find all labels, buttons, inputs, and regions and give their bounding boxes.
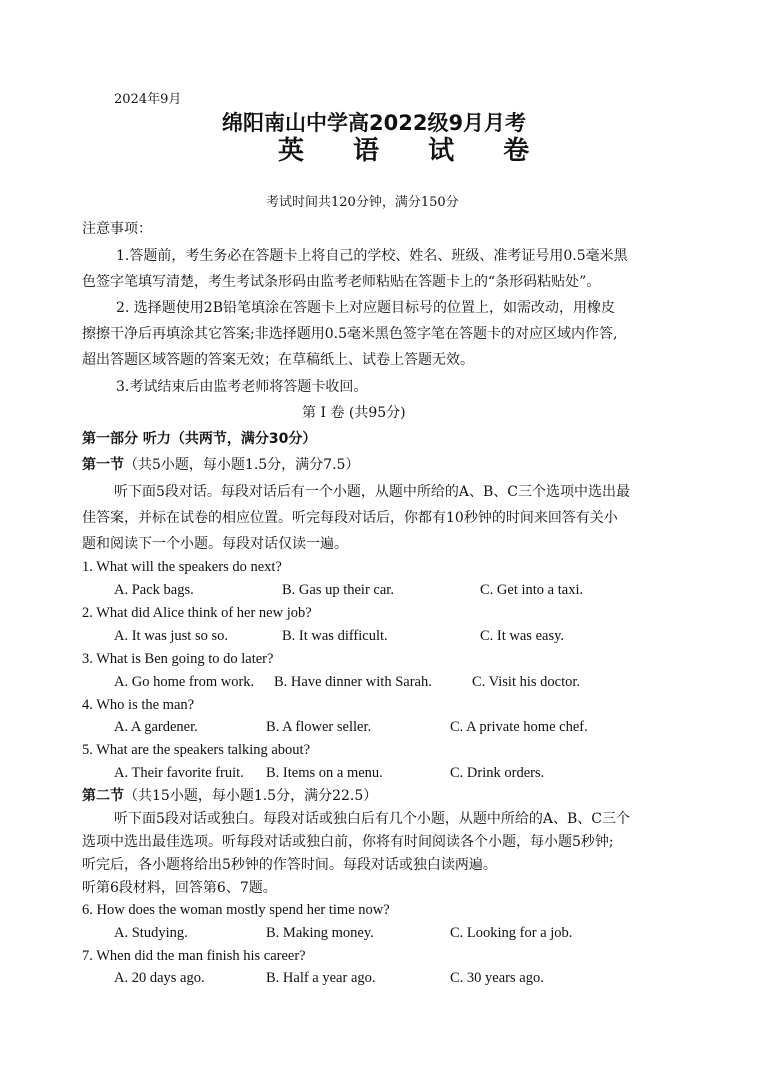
option-b: B. A flower seller.: [266, 719, 372, 735]
option-c: C. A private home chef.: [450, 719, 588, 735]
option-a: A. Studying.: [114, 925, 188, 941]
section1-info: （共5小题，每小题1.5分，满分7.5）: [124, 457, 360, 473]
option-a: A. Pack bags.: [114, 582, 194, 598]
material-instruction: 听第6段材料，回答第6、7题。: [82, 880, 277, 896]
section2-instructions-line-1: 听下面5段对话或独白。每段对话或独白后有几个小题，从题中所给的A、B、C三个: [114, 811, 631, 827]
option-a: A. Go home from work.: [114, 674, 255, 690]
note-item-2-line-1: 2. 选择题使用2B铅笔填涂在答题卡上对应题目标号的位置上，如需改动，用橡皮: [116, 300, 616, 316]
option-b: B. Half a year ago.: [266, 970, 376, 986]
option-b: B. It was difficult.: [282, 628, 388, 644]
section2-instructions-line-2: 选项中选出最佳选项。听每段对话或独白前，你将有时间阅读各个小题，每小题5秒钟;: [82, 834, 614, 850]
question-text: 5. What are the speakers talking about?: [82, 742, 311, 758]
option-c: C. Get into a taxi.: [480, 582, 584, 598]
section2-heading: 第二节: [82, 788, 124, 804]
option-c: C. Drink orders.: [450, 765, 545, 781]
section2-heading-row: [82, 787, 377, 805]
exam-info: 考试时间共120分钟，满分150分: [266, 195, 459, 210]
section1-instructions-line-2: 佳答案，并标在试卷的相应位置。听完每段对话后，你都有10秒钟的时间来回答有关小: [82, 510, 618, 526]
volume-heading: 第 I 卷 (共95分): [302, 405, 406, 421]
note-item-2-line-3: 超出答题区域答题的答案无效；在草稿纸上、试卷上答题无效。: [82, 352, 474, 368]
section1-instructions-line-1: 听下面5段对话。每段对话后有一个小题，从题中所给的A、B、C三个选项中选出最: [114, 484, 631, 500]
option-c: C. It was easy.: [480, 628, 565, 644]
note-item-1-line-2: 色签字笔填写清楚，考生考试条形码由监考老师粘贴在答题卡上的“条形码粘贴处”。: [82, 274, 601, 290]
option-a: A. 20 days ago.: [114, 970, 205, 986]
option-c: C. Visit his doctor.: [472, 674, 581, 690]
section2-instructions-line-3: 听完后，各小题将给出5秒钟的作答时间。每段对话或独白读两遍。: [82, 857, 497, 873]
option-c: C. 30 years ago.: [450, 970, 544, 986]
question-text: 2. What did Alice think of her new job?: [82, 605, 312, 621]
part1-heading: 第一部分 听力（共两节，满分30分）: [82, 431, 317, 447]
note-item-3: 3.考试结束后由监考老师将答题卡收回。: [116, 379, 368, 395]
question-text: 7. When did the man finish his career?: [82, 948, 306, 964]
section1-heading: 第一节: [82, 457, 124, 473]
exam-title: 绵阳南山中学高2022级9月月考: [222, 111, 527, 135]
question-text: 3. What is Ben going to do later?: [82, 651, 274, 667]
option-a: A. Their favorite fruit.: [114, 765, 244, 781]
option-b: B. Gas up their car.: [282, 582, 394, 598]
option-b: B. Items on a menu.: [266, 765, 383, 781]
notes-heading: 注意事项：: [82, 221, 152, 237]
note-item-2-line-2: 擦擦干净后再填涂其它答案;非选择题用0.5毫米黑色签字笔在答题卡的对应区域内作答,: [82, 326, 618, 342]
option-b: B. Have dinner with Sarah.: [274, 674, 432, 690]
note-item-1-line-1: 1.答题前，考生务必在答题卡上将自己的学校、姓名、班级、准考证号用0.5毫米黑: [116, 248, 628, 264]
question-text: 6. How does the woman mostly spend her time now?: [82, 902, 390, 918]
exam-date: 2024年9月: [114, 92, 182, 107]
option-b: B. Making money.: [266, 925, 374, 941]
section2-info: （共15小题，每小题1.5分，满分22.5）: [124, 788, 378, 804]
exam-subtitle: 英 语 试 卷: [278, 136, 550, 166]
question-text: 1. What will the speakers do next?: [82, 559, 282, 575]
section1-heading-row: [82, 456, 359, 474]
question-text: 4. Who is the man?: [82, 697, 195, 713]
option-a: A. A gardener.: [114, 719, 198, 735]
option-a: A. It was just so so.: [114, 628, 228, 644]
section1-instructions-line-3: 题和阅读下一个小题。每段对话仅读一遍。: [82, 536, 348, 552]
option-c: C. Looking for a job.: [450, 925, 573, 941]
